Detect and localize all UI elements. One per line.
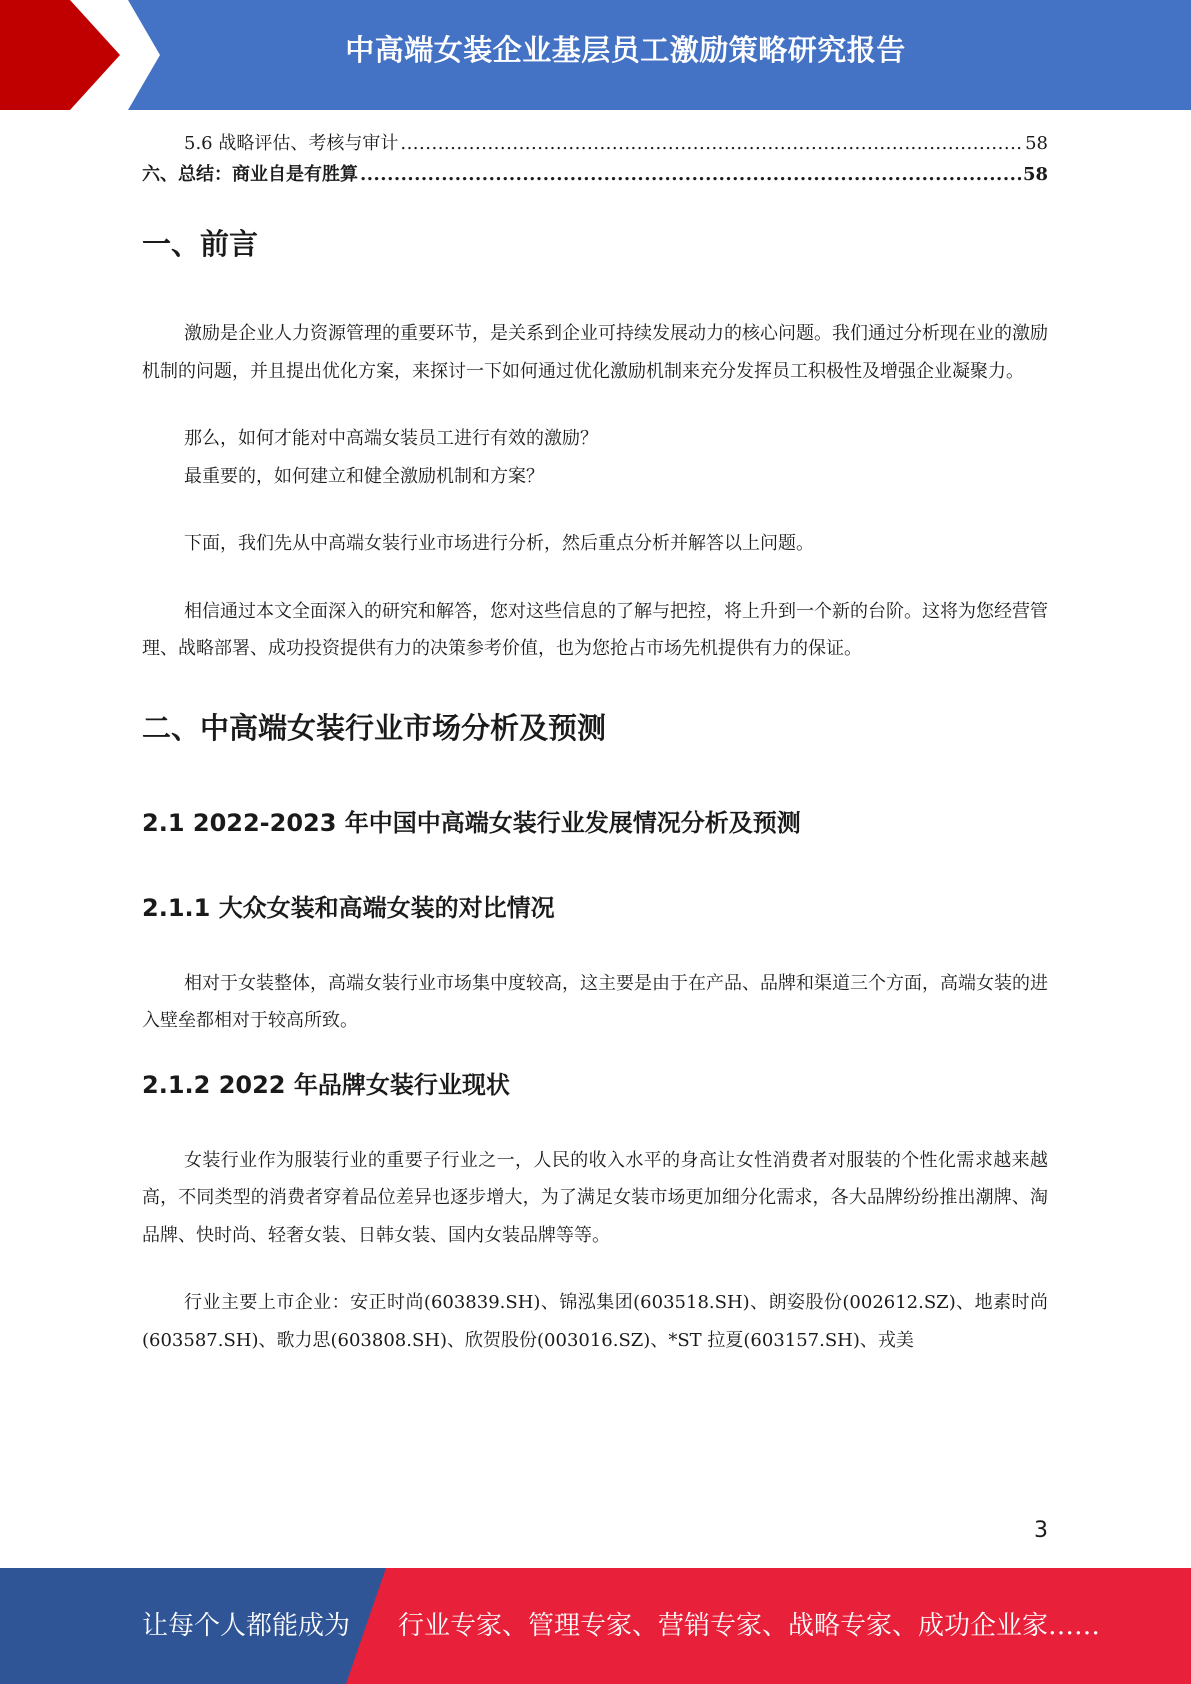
- paragraph: 行业主要上市企业：安正时尚(603839.SH)、锦泓集团(603518.SH)、朗姿股份(002612.SZ)、地素时尚(603587.SH)、歌力思(603808.SH)、欣贺股份(003016.SZ)、*ST 拉夏(603157.SH)、戎美: [142, 1292, 1048, 1351]
- subsection-heading: 2.1.2 2022 年品牌女装行业现状: [142, 1070, 510, 1099]
- toc-dot-leader: [360, 159, 1021, 190]
- paragraph: 那么，如何才能对中高端女装员工进行有效的激励？: [184, 428, 598, 449]
- paragraph: 相对于女装整体，高端女装行业市场集中度较高，这主要是由于在产品、品牌和渠道三个方面，高端女装的进入壁垒都相对于较高所致。: [142, 972, 1048, 1031]
- toc-entry-page: 58: [1022, 164, 1048, 185]
- toc-entry-label: 六、总结：商业自是有胜算: [142, 164, 358, 185]
- toc-entry[interactable]: [142, 159, 1048, 190]
- toc-entry-label: 5.6 战略评估、考核与审计: [184, 133, 399, 154]
- page-content: [142, 128, 1048, 1359]
- footer-slogan-right: 行业专家、管理专家、营销专家、战略专家、成功企业家……: [398, 1611, 1101, 1641]
- page-header: [0, 0, 1191, 110]
- report-title: 中高端女装企业基层员工激励策略研究报告: [345, 33, 906, 67]
- footer-slogan-left: 让每个人都能成为: [142, 1611, 351, 1641]
- section-heading-preface: 一、前言: [142, 227, 259, 261]
- toc-dot-leader: [400, 128, 1023, 159]
- subsection-heading: 2.1 2022-2023 年中国中高端女装行业发展情况分析及预测: [142, 808, 801, 837]
- toc-entry[interactable]: [142, 128, 1048, 159]
- page-footer: [0, 1568, 1191, 1684]
- subsection-heading: 2.1.1 大众女装和高端女装的对比情况: [142, 893, 555, 922]
- paragraph: 女装行业作为服装行业的重要子行业之一，人民的收入水平的身高让女性消费者对服装的个性化需求越来越高，不同类型的消费者穿着品位差异也逐步增大，为了满足女装市场更加细分化需求，各大品牌纷纷推出潮牌、淘品牌、快时尚、轻奢女装、日韩女装、国内女装品牌等等。: [142, 1149, 1048, 1246]
- paragraph: 下面，我们先从中高端女装行业市场进行分析，然后重点分析并解答以上问题。: [184, 533, 814, 554]
- section-heading-market: 二、中高端女装行业市场分析及预测: [142, 710, 607, 745]
- toc-entry-page: 58: [1025, 133, 1048, 154]
- paragraph: 最重要的，如何建立和健全激励机制和方案？: [184, 465, 544, 487]
- page-number: 3: [1034, 1518, 1048, 1543]
- table-of-contents: [142, 128, 1048, 190]
- paragraph: 相信通过本文全面深入的研究和解答，您对这些信息的了解与把控，将上升到一个新的台阶。这将为您经营管理、战略部署、成功投资提供有力的决策参考价值，也为您抢占市场先机提供有力的保证。: [142, 600, 1048, 659]
- paragraph: 激励是企业人力资源管理的重要环节，是关系到企业可持续发展动力的核心问题。我们通过分析现在业的激励机制的问题，并且提出优化方案，来探讨一下如何通过优化激励机制来充分发挥员工积极性及增强企业凝聚力。: [142, 323, 1048, 382]
